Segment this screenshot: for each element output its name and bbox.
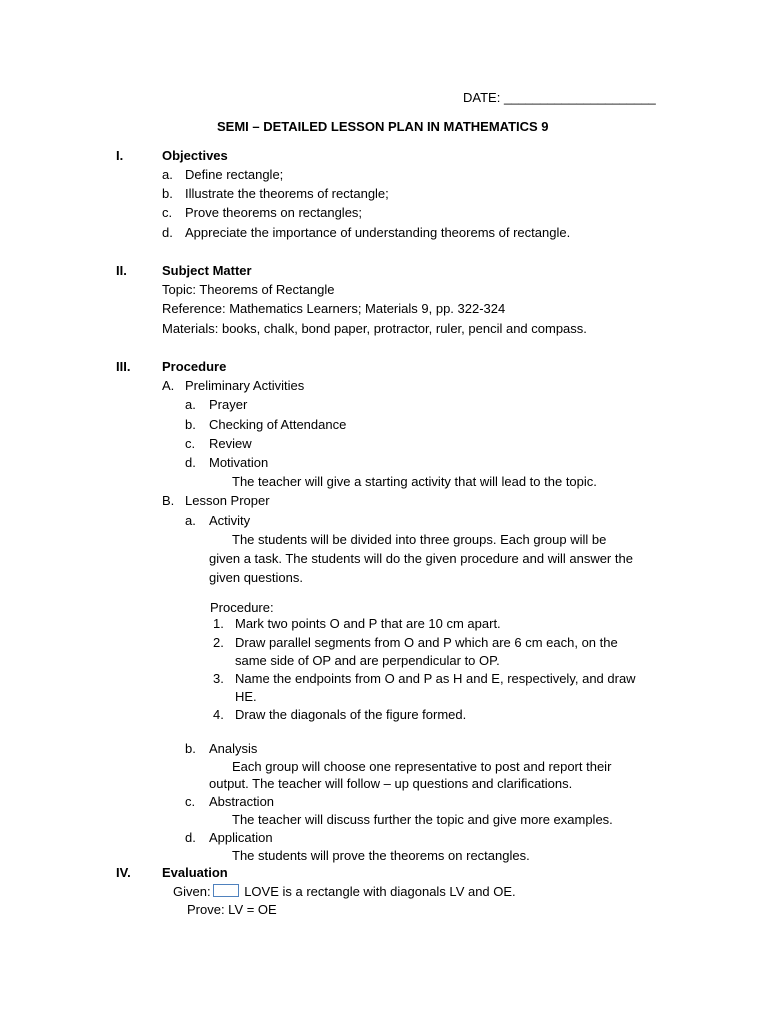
step-2-text-cont: same side of OP and are perpendicular to OP. <box>235 653 500 668</box>
document-title: SEMI – DETAILED LESSON PLAN IN MATHEMATICS 9 <box>217 119 549 134</box>
activity-text-line: The students will be divided into three groups. Each group will be <box>232 532 607 547</box>
subject-reference: Reference: Mathematics Learners; Materials 9, pp. 322-324 <box>162 301 506 316</box>
given-line <box>173 882 516 901</box>
activity-heading: Activity <box>209 513 251 528</box>
analysis-marker: b. <box>185 741 196 756</box>
prelim-b-text: Checking of Attendance <box>209 417 347 432</box>
analysis-text-line: Each group will choose one representative to post and report their <box>232 759 612 774</box>
objective-c-text: Prove theorems on rectangles; <box>185 205 363 220</box>
objective-a-text: Define rectangle; <box>185 167 284 182</box>
objective-d-marker: d. <box>162 225 173 240</box>
prelim-a-marker: a. <box>185 397 196 412</box>
objectives-numeral: I. <box>116 148 124 163</box>
step-1-marker: 1. <box>213 616 224 631</box>
abstraction-marker: c. <box>185 794 196 809</box>
application-heading: Application <box>209 830 273 845</box>
prove-statement: Prove: LV = OE <box>187 902 277 917</box>
analysis-text-line: output. The teacher will follow – up questions and clarifications. <box>209 776 573 791</box>
abstraction-text: The teacher will discuss further the topic and give more examples. <box>232 812 613 827</box>
step-4-marker: 4. <box>213 707 224 722</box>
prelim-a-text: Prayer <box>209 397 248 412</box>
objective-b-text: Illustrate the theorems of rectangle; <box>185 186 389 201</box>
subject-numeral: II. <box>116 263 127 278</box>
subject-heading: Subject Matter <box>162 263 252 278</box>
date-blank: _____________________ <box>503 90 656 105</box>
subject-topic: Topic: Theorems of Rectangle <box>162 282 335 297</box>
activity-text-line: given a task. The students will do the given procedure and will answer the <box>209 551 633 566</box>
step-3-text-cont: HE. <box>235 689 257 704</box>
activity-marker: a. <box>185 513 196 528</box>
subject-materials: Materials: books, chalk, bond paper, protractor, ruler, pencil and compass. <box>162 321 587 336</box>
preliminary-marker: A. <box>162 378 175 393</box>
step-1-text: Mark two points O and P that are 10 cm apart. <box>235 616 501 631</box>
prelim-b-marker: b. <box>185 417 196 432</box>
objectives-heading: Objectives <box>162 148 228 163</box>
prelim-c-text: Review <box>209 436 252 451</box>
procedure-heading: Procedure <box>162 359 227 374</box>
application-marker: d. <box>185 830 196 845</box>
activity-text-line: given questions. <box>209 570 303 585</box>
objective-a-marker: a. <box>162 167 173 182</box>
step-2-marker: 2. <box>213 635 224 650</box>
motivation-text: The teacher will give a starting activity that will lead to the topic. <box>232 474 597 489</box>
objective-c-marker: c. <box>162 205 173 220</box>
application-text: The students will prove the theorems on rectangles. <box>232 848 530 863</box>
step-2-text: Draw parallel segments from O and P which are 6 cm each, on the <box>235 635 618 650</box>
prelim-c-marker: c. <box>185 436 196 451</box>
date-label: DATE: <box>463 90 501 105</box>
prelim-d-marker: d. <box>185 455 196 470</box>
given-text: LOVE is a rectangle with diagonals LV and OE. <box>244 884 516 899</box>
evaluation-heading: Evaluation <box>162 865 228 880</box>
given-label: Given: <box>173 884 211 899</box>
objective-b-marker: b. <box>162 186 173 201</box>
date-line <box>463 88 656 107</box>
lesson-proper-marker: B. <box>162 493 175 508</box>
objective-d-text: Appreciate the importance of understanding theorems of rectangle. <box>185 225 571 240</box>
procedure-numeral: III. <box>116 359 131 374</box>
step-4-text: Draw the diagonals of the figure formed. <box>235 707 467 722</box>
step-3-text: Name the endpoints from O and P as H and E, respectively, and draw <box>235 671 636 686</box>
lesson-proper-heading: Lesson Proper <box>185 493 270 508</box>
preliminary-heading: Preliminary Activities <box>185 378 305 393</box>
step-3-marker: 3. <box>213 671 224 686</box>
analysis-heading: Analysis <box>209 741 258 756</box>
rectangle-symbol-icon <box>213 884 239 897</box>
abstraction-heading: Abstraction <box>209 794 275 809</box>
evaluation-numeral: IV. <box>116 865 131 880</box>
procedure-steps-label: Procedure: <box>210 600 274 615</box>
prelim-d-text: Motivation <box>209 455 269 470</box>
